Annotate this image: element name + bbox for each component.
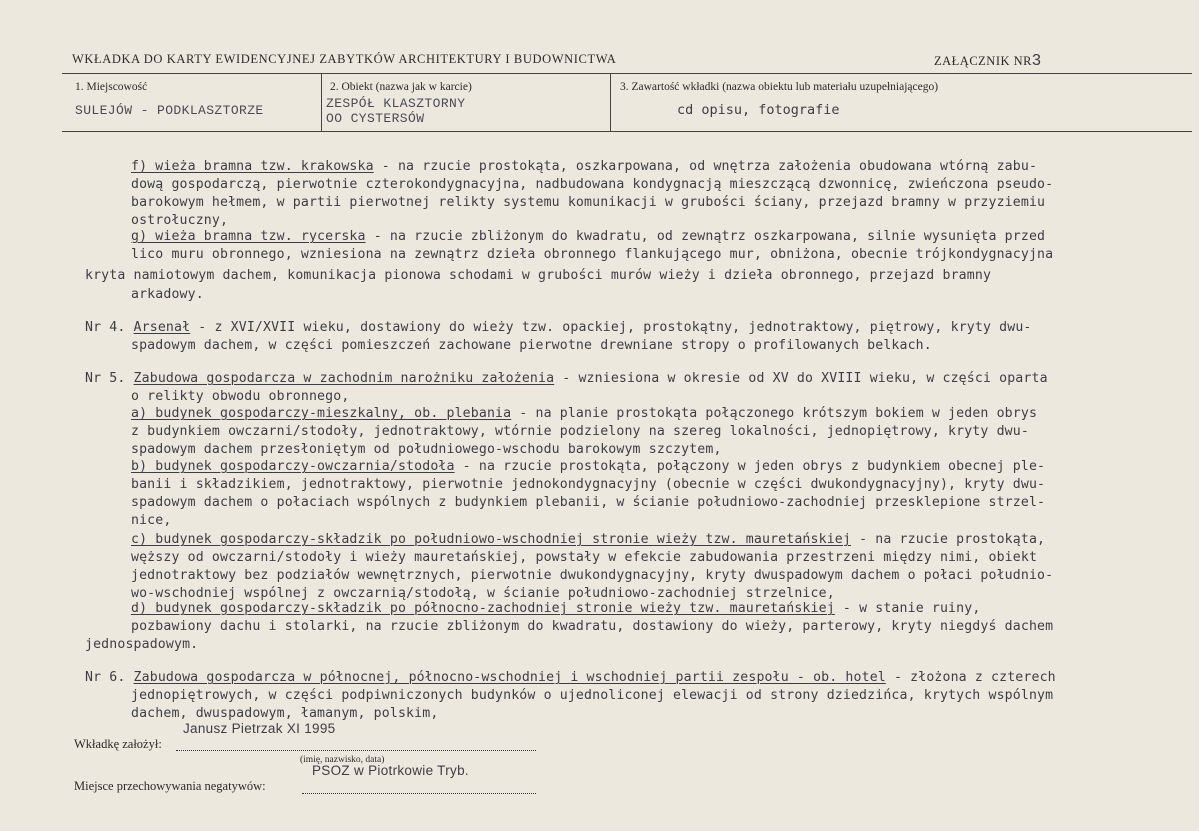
body-line [131,532,1045,547]
body-line [131,601,980,616]
object-value-line-2: OO CYSTERSÓW [326,111,425,126]
section-b-text: - na rzucie prostokąta, połączony w jeden obrys z budynkiem obecnej ple- [454,459,1046,474]
table-top-border [62,73,1192,74]
item-nr5-title: Zabudowa gospodarcza w zachodnim narożniku założenia [133,371,555,386]
annex-number: 3 [1032,52,1042,69]
section-a-text: - na planie prostokąta połączonego krótszym bokiem w jeden obrys [511,406,1038,421]
locality-label: 1. Miejscowość [75,81,148,93]
item-number: Nr 5. [85,371,126,386]
body-line: ostrołuczny, [131,213,229,228]
section-f-title: f) wieża bramna tzw. krakowska [131,159,374,174]
body-line [85,371,1048,386]
body-line: spadowym dachem, w części pomieszczeń zachowane pierwotne drewniane stropy o profilowanych belkach. [131,338,932,353]
form-title: WKŁADKA DO KARTY EWIDENCYJNEJ ZABYTKÓW ARCHITEKTURY I BUDOWNICTWA [72,52,617,66]
section-a-title: a) budynek gospodarczy-mieszkalny, ob. plebania [131,406,512,421]
body-line: pozbawiony dachu i stolarki, na rzucie zbliżonym do kwadratu, dostawiony do wieży, parterowy, kryty niegdyś dachem [131,619,1054,634]
storage-label: Miejsce przechowywania negatywów: [74,779,266,793]
section-f-text: - na rzucie prostokąta, oszkarpowana, od wnętrza założenia obudowana wtórną zabu- [373,159,1038,174]
item-nr6-text: - złożona z czterech [885,670,1056,685]
author-value: Janusz Pietrzak XI 1995 [183,721,336,736]
body-line: z budynkiem owczarni/stodoły, jednotraktowy, wtórnie podzielony na szereg lokalności, jednopiętrowy, kryty dwu- [131,424,1029,439]
item-number: Nr 4. [85,320,126,335]
body-line: o relikty obwodu obronnego, [131,389,350,404]
item-nr5-text: - wzniesiona w okresie od XV do XVIII wieku, w części oparta [554,371,1048,386]
body-line: nice, [131,513,172,528]
body-line [131,159,1037,174]
object-value-line-1: ZESPÓŁ KLASZTORNY [326,96,466,111]
item-nr6-title: Zabudowa gospodarcza w północnej, północno-wschodniej i wschodniej partii zespołu - ob. hotel [133,670,886,685]
body-line [131,459,1045,474]
object-label: 2. Obiekt (nazwa jak w karcie) [330,81,472,93]
body-line: jednopiętrowych, w części podpiwniczonych budynków o ujednoliconej elewacji od strony dziedzińca, krytych wspólnym [131,688,1054,703]
table-divider-1 [321,73,322,131]
annex-label [934,52,1041,70]
content-value: cd opisu, fotografie [677,102,840,118]
body-line: spadowym dachem o połaciach wspólnych z budynkiem plebanii, w ścianie południowo-zachodniej przesklepione strzel- [131,495,1046,510]
author-line [176,750,536,751]
item-nr4-title: Arsenał [133,320,191,335]
locality-value: SULEJÓW - PODKLASZTORZE [75,103,264,118]
body-line: banii i składzikiem, jednotraktowy, pierwotnie jednokondygnacyjny (obecnie w części dwukondygnacyjny), kryty dwu- [131,477,1046,492]
content-label: 3. Zawartość wkładki (nazwa obiektu lub materiału uzupełniającego) [620,81,939,93]
table-divider-2 [610,73,611,131]
author-label: Wkładkę założył: [74,737,162,751]
body-line [85,670,1056,685]
storage-line [302,793,536,794]
item-nr4-text: - z XVI/XVII wieku, dostawiony do wieży tzw. opackiej, prostokątny, jednotraktowy, piętrowy, kryty dwu- [190,320,1032,335]
body-line [85,320,1032,335]
body-line [131,229,1045,244]
author-caption: (imię, nazwisko, data) [300,755,385,765]
section-d-text: - w stanie ruiny, [834,601,981,616]
body-line: dachem, dwuspadowym, łamanym, polskim, [131,706,439,721]
body-line: wo-wschodniej wspólnej z owczarnią/stodołą, w ścianie południowo-zachodniej strzelnice, [131,586,835,601]
section-g-text: - na rzucie zbliżonym do kwadratu, od zewnątrz oszkarpowana, silnie wysunięta przed [365,229,1046,244]
annex-label-text: ZAŁĄCZNIK NR [934,54,1033,68]
body-line: kryta namiotowym dachem, komunikacja pionowa schodami w grubości murów wieży i dzieła obronnego, przejazd bramny [85,268,992,283]
body-line: spadowym dachem przesłoniętym od południowego-wschodu barokowym szczytem, [131,442,722,457]
body-line [131,406,1037,421]
body-line: jednotraktowy bez podziałów wewnętrznych, pierwotnie dwukondygnacyjny, kryty dwuspadowym dachem o połaci południo- [131,568,1054,583]
body-line: dową gospodarczą, pierwotnie czterokondygnacyjna, nadbudowana kondygnacją mieszczącą dzwonnicę, zwieńczona pseudo- [131,177,1054,192]
body-line: lico muru obronnego, wzniesiona na zewnątrz dzieła obronnego flankującego mur, obniżona, obecnie trójkondygnacyjna [131,247,1054,262]
table-bottom-border [62,131,1192,132]
item-number: Nr 6. [85,670,126,685]
section-b-title: b) budynek gospodarczy-owczarnia/stodoła [131,459,455,474]
body-line: barokowym hełmem, w partii pierwotnej relikty systemu komunikacji w grubości ściany, przejazd bramny w przyziemiu [131,195,1046,210]
body-line: jednospadowym. [85,637,199,652]
storage-value: PSOZ w Piotrkowie Tryb. [312,763,469,778]
section-c-title: c) budynek gospodarczy-składzik po południowo-wschodniej stronie wieży tzw. mauretańskiej [131,532,851,547]
body-line: arkadowy. [131,287,204,302]
section-g-title: g) wieża bramna tzw. rycerska [131,229,366,244]
section-c-text: - na rzucie prostokąta, [850,532,1046,547]
body-line: węższy od owczarni/stodoły i wieży mauretańskiej, powstały w efekcie zabudowania przestrzeni między nimi, obiekt [131,550,1038,565]
section-d-title: d) budynek gospodarczy-składzik po północno-zachodniej stronie wieży tzw. mauretańskiej [131,601,835,616]
